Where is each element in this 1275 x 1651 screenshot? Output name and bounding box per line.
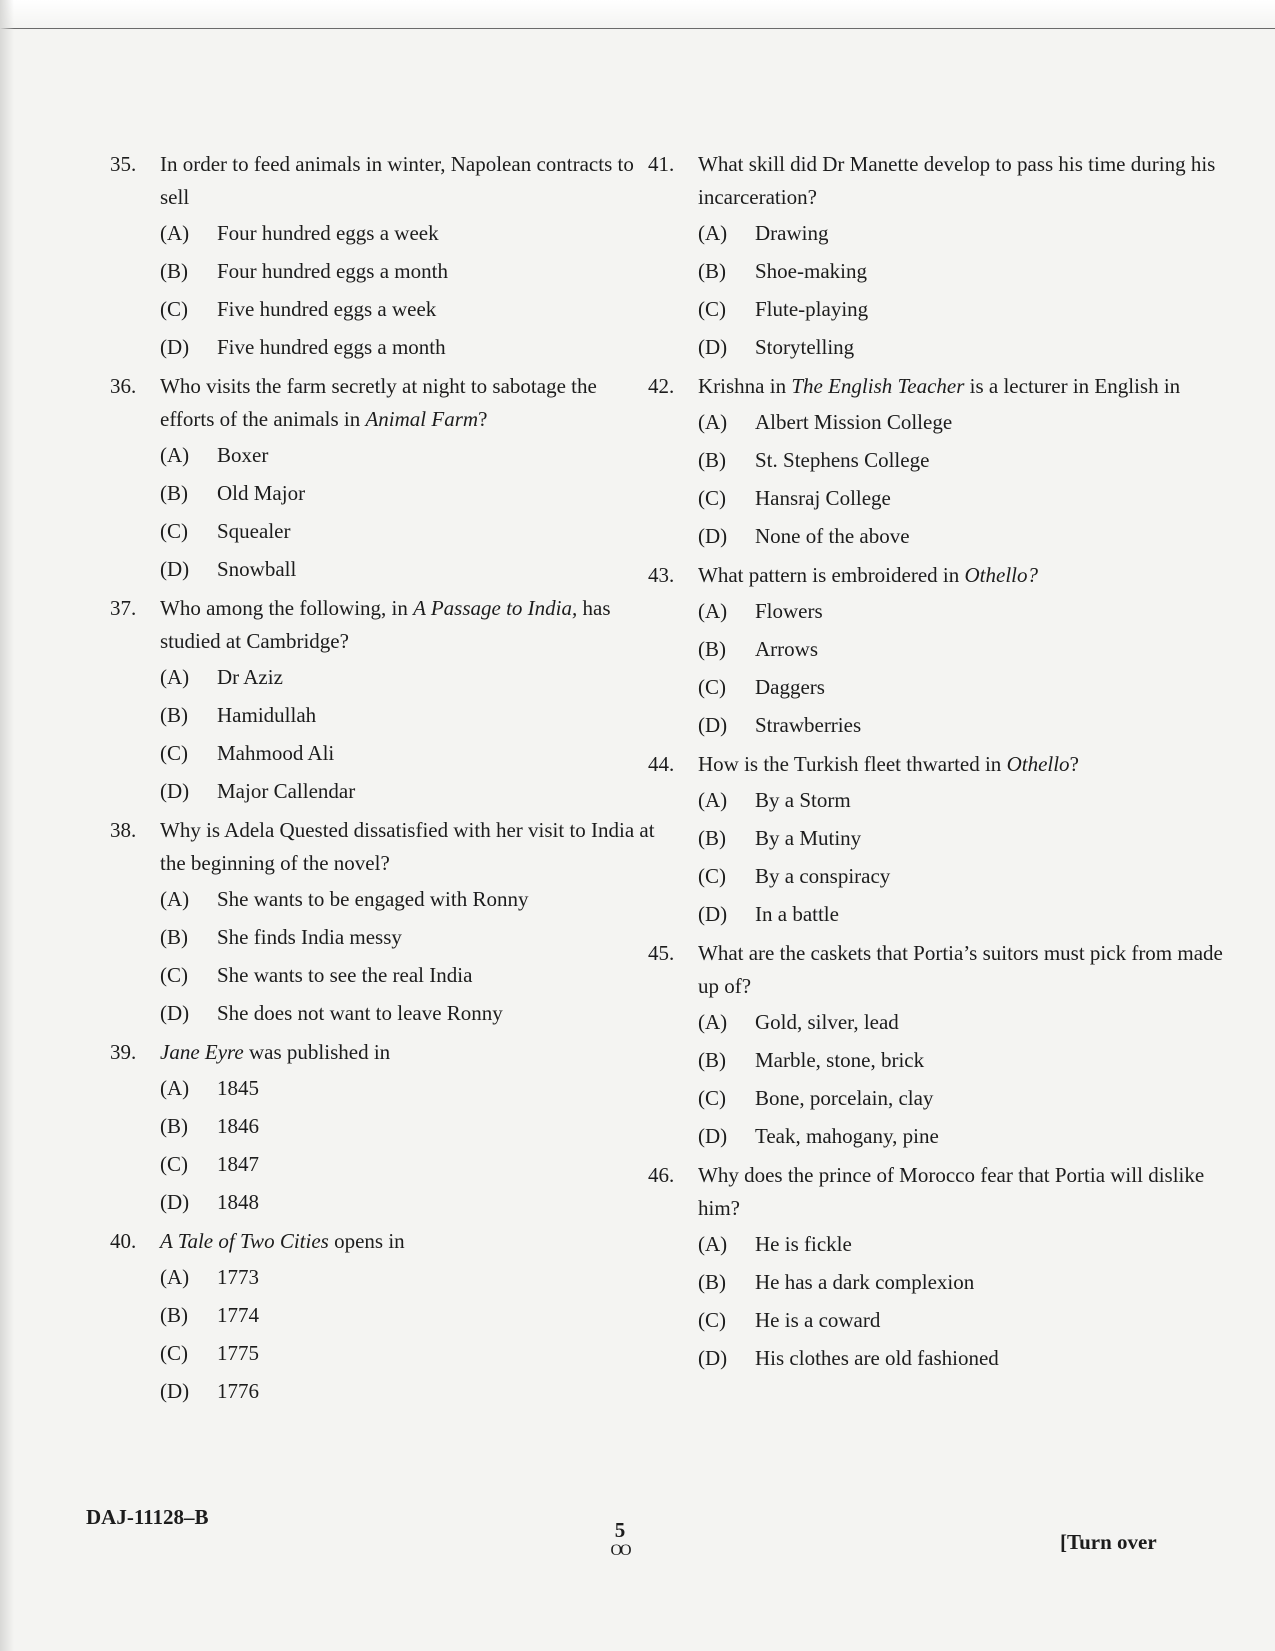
question-38: [110, 814, 655, 1032]
option-a: [160, 214, 655, 252]
option-text: Arrows: [755, 637, 818, 661]
option-label: (A): [160, 887, 190, 911]
option-text: St. Stephens College: [755, 448, 930, 472]
question-41: [648, 148, 1223, 366]
question-text-part: How is the Turkish fleet thwarted in: [698, 752, 1007, 776]
option-text: Dr Aziz: [217, 665, 283, 689]
option-text: She wants to be engaged with Ronny: [217, 887, 529, 911]
page-mark: OO: [610, 1542, 630, 1559]
options-list: [160, 658, 655, 810]
question-number: 35.: [110, 152, 137, 176]
options-list: [698, 1225, 1223, 1377]
option-text: Flowers: [755, 599, 823, 623]
option-label: (D): [160, 1001, 190, 1025]
question-text: [698, 559, 1223, 592]
option-text: Hansraj College: [755, 486, 891, 510]
option-b: [160, 696, 655, 734]
options-list: [698, 592, 1223, 744]
options-list: [698, 1003, 1223, 1155]
option-c: [698, 1301, 1223, 1339]
option-label: (C): [698, 297, 726, 321]
question-text: What skill did Dr Manette develop to pass his time during his incarceration?: [698, 152, 1216, 209]
option-c: [160, 290, 655, 328]
option-text: She finds India messy: [217, 925, 402, 949]
question-text: Why does the prince of Morocco fear that Portia will dislike him?: [698, 1163, 1205, 1220]
option-label: (A): [698, 221, 728, 245]
option-label: (A): [160, 221, 190, 245]
options-list: [160, 436, 655, 588]
option-label: (A): [698, 1232, 728, 1256]
option-label: (B): [160, 259, 188, 283]
question-45: [648, 937, 1223, 1155]
question-43: [648, 559, 1223, 744]
book-title: Othello: [1006, 752, 1070, 776]
option-text: She does not want to leave Ronny: [217, 1001, 503, 1025]
option-text: He is fickle: [755, 1232, 852, 1256]
option-text: 1774: [217, 1303, 259, 1327]
option-label: (B): [698, 826, 726, 850]
option-label: (D): [698, 1124, 728, 1148]
option-text: By a Storm: [755, 788, 851, 812]
question-39: [110, 1036, 655, 1221]
question-number: 40.: [110, 1229, 137, 1253]
option-text: Mahmood Ali: [217, 741, 335, 765]
option-label: (C): [160, 519, 188, 543]
question-number: 45.: [648, 941, 675, 965]
question-text: In order to feed animals in winter, Napolean contracts to sell: [160, 152, 634, 209]
question-text: [698, 370, 1223, 403]
option-b: [160, 918, 655, 956]
option-text: She wants to see the real India: [217, 963, 473, 987]
option-text: By a Mutiny: [755, 826, 862, 850]
option-b: [698, 1263, 1223, 1301]
option-text: 1846: [217, 1114, 259, 1138]
option-d: [698, 1117, 1223, 1155]
option-label: (C): [160, 963, 188, 987]
question-37: [110, 592, 655, 810]
option-label: (A): [698, 1010, 728, 1034]
option-d: [698, 517, 1223, 555]
option-a: [160, 880, 655, 918]
question-number: 37.: [110, 596, 137, 620]
options-list: [160, 214, 655, 366]
option-d: [698, 1339, 1223, 1377]
options-list: [160, 1258, 655, 1410]
option-label: (C): [698, 1308, 726, 1332]
option-label: (C): [160, 1341, 188, 1365]
option-label: (D): [698, 1346, 728, 1370]
option-text: He is a coward: [755, 1308, 881, 1332]
option-text: 1848: [217, 1190, 259, 1214]
option-label: (B): [160, 1114, 188, 1138]
option-text: In a battle: [755, 902, 839, 926]
option-label: (D): [160, 557, 190, 581]
option-d: [160, 328, 655, 366]
book-title: The English Teacher: [791, 374, 965, 398]
option-d: [698, 895, 1223, 933]
option-b: [698, 252, 1223, 290]
question-text-part: What pattern is embroidered in: [698, 563, 965, 587]
option-text: Drawing: [755, 221, 829, 245]
options-list: [160, 1069, 655, 1221]
option-d: [160, 772, 655, 810]
option-text: 1775: [217, 1341, 259, 1365]
option-label: (B): [160, 703, 188, 727]
left-column: [110, 148, 655, 1414]
option-d: [160, 1183, 655, 1221]
option-a: [160, 1258, 655, 1296]
option-a: [160, 436, 655, 474]
option-a: [698, 403, 1223, 441]
option-b: [160, 1296, 655, 1334]
option-a: [698, 781, 1223, 819]
book-title: A Tale of Two Cities: [160, 1229, 329, 1253]
option-text: Bone, porcelain, clay: [755, 1086, 934, 1110]
question-text: [160, 592, 655, 658]
question-text: What are the caskets that Portia’s suitors must pick from made up of?: [698, 941, 1223, 998]
question-number: 36.: [110, 374, 137, 398]
option-text: Old Major: [217, 481, 306, 505]
option-label: (C): [160, 297, 188, 321]
question-46: [648, 1159, 1223, 1377]
option-text: 1847: [217, 1152, 259, 1176]
option-a: [698, 214, 1223, 252]
question-text-part: ?: [1069, 752, 1079, 776]
option-c: [160, 734, 655, 772]
option-label: (D): [160, 1190, 190, 1214]
question-number: 43.: [648, 563, 675, 587]
option-a: [160, 658, 655, 696]
page-number: 5: [614, 1518, 626, 1542]
option-d: [698, 706, 1223, 744]
option-label: (A): [698, 410, 728, 434]
question-text: [160, 1225, 655, 1258]
question-text-part: Who visits the farm secretly at night to sabotage the efforts of the animals in: [160, 374, 597, 431]
option-c: [160, 956, 655, 994]
question-number: 44.: [648, 752, 675, 776]
option-c: [160, 512, 655, 550]
option-b: [160, 1107, 655, 1145]
option-b: [698, 441, 1223, 479]
option-text: Major Callendar: [217, 779, 356, 803]
option-label: (D): [698, 335, 728, 359]
option-text: Hamidullah: [217, 703, 317, 727]
option-d: [160, 550, 655, 588]
option-label: (B): [698, 637, 726, 661]
paper-code: DAJ-11128–B: [86, 1505, 209, 1529]
option-label: (B): [160, 925, 188, 949]
option-text: Five hundred eggs a week: [217, 297, 437, 321]
option-c: [698, 668, 1223, 706]
option-b: [698, 1041, 1223, 1079]
option-text: Albert Mission College: [755, 410, 953, 434]
question-35: [110, 148, 655, 366]
option-b: [698, 630, 1223, 668]
option-label: (A): [698, 788, 728, 812]
option-label: (A): [160, 443, 190, 467]
question-44: [648, 748, 1223, 933]
question-40: [110, 1225, 655, 1410]
question-text: [698, 748, 1223, 781]
option-text: 1845: [217, 1076, 259, 1100]
option-b: [160, 474, 655, 512]
option-d: [698, 328, 1223, 366]
option-label: (C): [698, 1086, 726, 1110]
options-list: [698, 214, 1223, 366]
book-title: Othello?: [964, 563, 1038, 587]
option-text: By a conspiracy: [755, 864, 891, 888]
option-a: [698, 592, 1223, 630]
option-label: (A): [160, 1076, 190, 1100]
options-list: [698, 403, 1223, 555]
option-text: He has a dark complexion: [755, 1270, 975, 1294]
option-text: Teak, mahogany, pine: [755, 1124, 939, 1148]
option-text: None of the above: [755, 524, 910, 548]
option-label: (D): [698, 713, 728, 737]
option-label: (D): [160, 779, 190, 803]
option-text: 1773: [217, 1265, 259, 1289]
option-text: His clothes are old fashioned: [755, 1346, 999, 1370]
option-label: (B): [698, 448, 726, 472]
question-text-part: Who among the following, in: [160, 596, 414, 620]
question-number: 41.: [648, 152, 675, 176]
option-a: [160, 1069, 655, 1107]
option-text: Daggers: [755, 675, 825, 699]
question-42: [648, 370, 1223, 555]
question-text-part: Krishna in: [698, 374, 792, 398]
option-label: (B): [698, 259, 726, 283]
option-c: [698, 290, 1223, 328]
right-column: [648, 148, 1223, 1381]
option-label: (C): [160, 1152, 188, 1176]
option-label: (B): [698, 1048, 726, 1072]
option-text: Snowball: [217, 557, 297, 581]
option-b: [698, 819, 1223, 857]
option-c: [160, 1334, 655, 1372]
option-text: Gold, silver, lead: [755, 1010, 899, 1034]
option-d: [160, 994, 655, 1032]
option-label: (C): [698, 486, 726, 510]
option-label: (D): [698, 524, 728, 548]
question-text-part: was published in: [243, 1040, 391, 1064]
option-text: Shoe-making: [755, 259, 867, 283]
question-text: [160, 1036, 655, 1069]
option-text: Strawberries: [755, 713, 862, 737]
option-label: (A): [160, 665, 190, 689]
book-title: Animal Farm: [365, 407, 479, 431]
question-36: [110, 370, 655, 588]
option-label: (D): [160, 335, 190, 359]
option-a: [698, 1225, 1223, 1263]
option-text: Boxer: [217, 443, 269, 467]
option-text: Four hundred eggs a week: [217, 221, 439, 245]
question-text-part: ?: [478, 407, 488, 431]
book-title: A Passage to India,: [413, 596, 578, 620]
question-text: [160, 370, 655, 436]
option-c: [160, 1145, 655, 1183]
option-label: (C): [698, 675, 726, 699]
option-label: (B): [160, 481, 188, 505]
option-c: [698, 1079, 1223, 1117]
option-text: Marble, stone, brick: [755, 1048, 925, 1072]
book-title: Jane Eyre: [160, 1040, 244, 1064]
question-text-part: opens in: [328, 1229, 405, 1253]
option-c: [698, 857, 1223, 895]
option-text: 1776: [217, 1379, 259, 1403]
option-label: (B): [160, 1303, 188, 1327]
question-number: 46.: [648, 1163, 675, 1187]
option-label: (A): [160, 1265, 190, 1289]
question-number: 39.: [110, 1040, 137, 1064]
option-label: (B): [698, 1270, 726, 1294]
option-label: (D): [160, 1379, 190, 1403]
question-number: 42.: [648, 374, 675, 398]
option-text: Squealer: [217, 519, 291, 543]
option-d: [160, 1372, 655, 1410]
question-text: Why is Adela Quested dissatisfied with her visit to India at the beginning of the novel?: [160, 818, 655, 875]
question-number: 38.: [110, 818, 137, 842]
option-c: [698, 479, 1223, 517]
option-text: Storytelling: [755, 335, 855, 359]
option-label: (C): [698, 864, 726, 888]
option-text: Flute-playing: [755, 297, 869, 321]
option-a: [698, 1003, 1223, 1041]
options-list: [698, 781, 1223, 933]
scan-shadow: [0, 0, 14, 1651]
option-label: (C): [160, 741, 188, 765]
question-text-part: is a lecturer in English in: [964, 374, 1181, 398]
question-text-part: has studied at Cambridge?: [160, 596, 611, 653]
option-b: [160, 252, 655, 290]
option-label: (A): [698, 599, 728, 623]
turn-over-label: [Turn over: [1060, 1530, 1157, 1554]
option-text: Five hundred eggs a month: [217, 335, 446, 359]
options-list: [160, 880, 655, 1032]
option-text: Four hundred eggs a month: [217, 259, 448, 283]
page-top-edge: [0, 0, 1275, 29]
option-label: (D): [698, 902, 728, 926]
